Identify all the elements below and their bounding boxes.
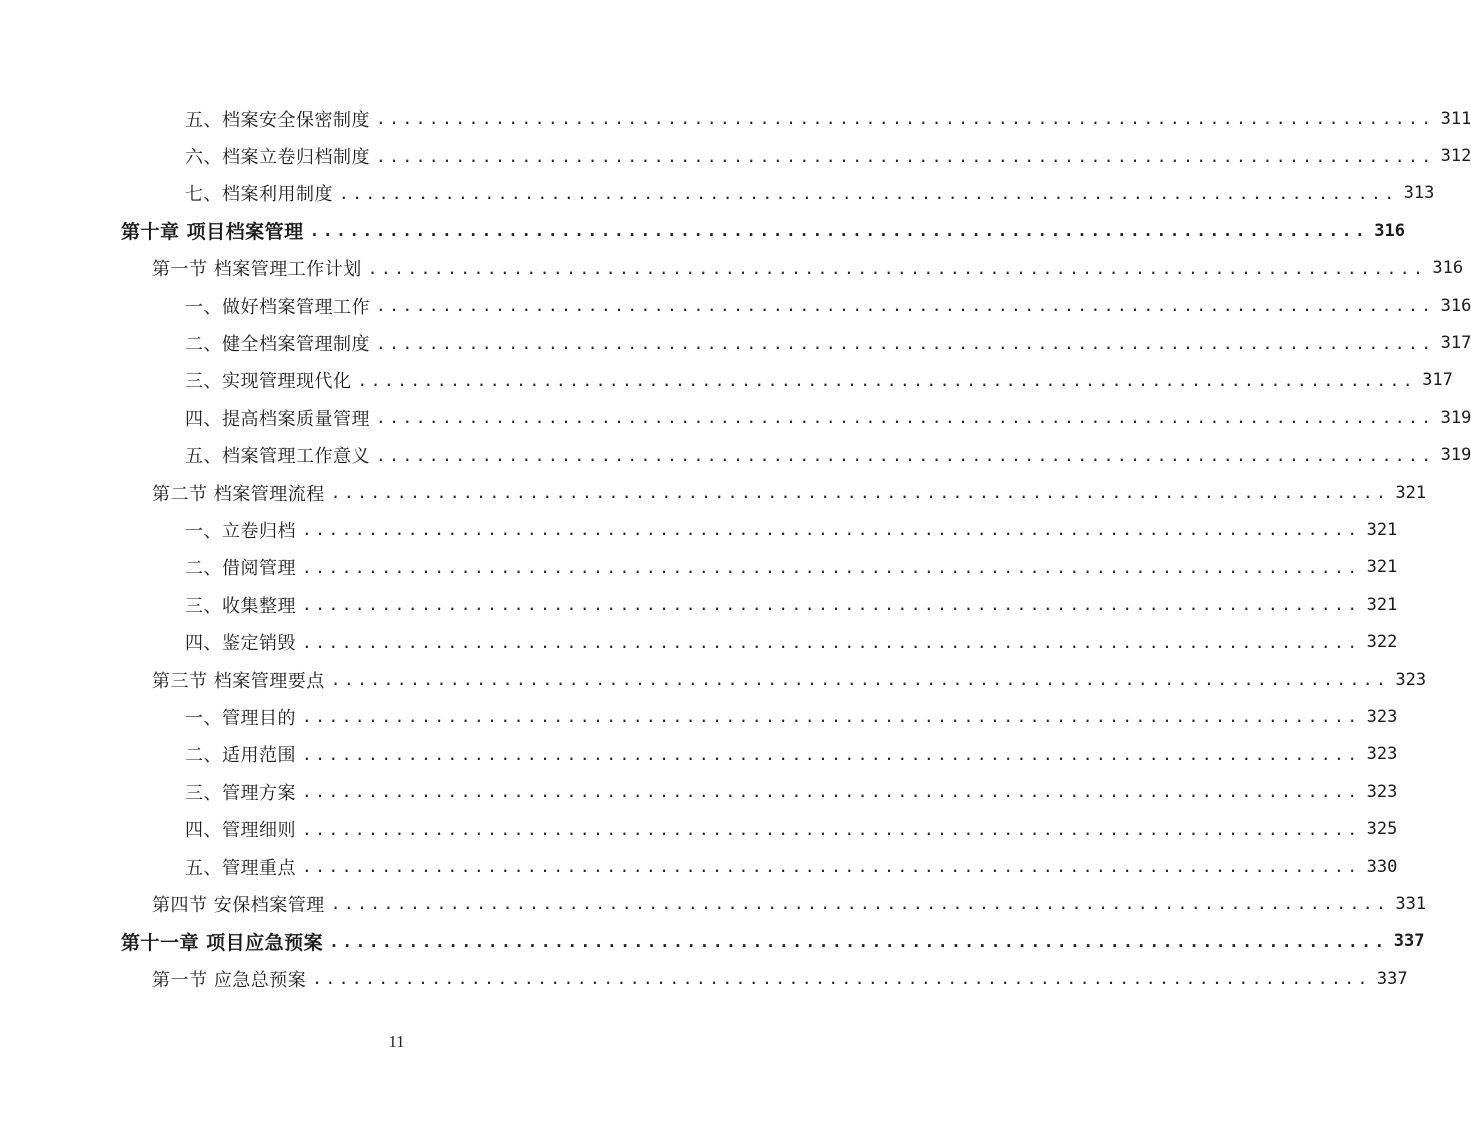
- toc-entry-title: 七、档案利用制度: [185, 184, 333, 206]
- toc-entry-title: 三、实现管理现代化: [185, 371, 352, 393]
- toc-item-entry[interactable]: [0, 810, 1398, 847]
- toc-item-entry[interactable]: [0, 287, 1471, 324]
- toc-entry-page-number: 316: [1440, 295, 1471, 316]
- toc-item-entry[interactable]: [0, 549, 1398, 586]
- dot-leader: ................................................................................: [330, 894, 1390, 914]
- dot-leader: ................................................................................: [302, 782, 1361, 802]
- toc-item-entry[interactable]: [0, 137, 1471, 174]
- toc-section-entry[interactable]: [0, 885, 1427, 922]
- dot-leader: ................................................................................: [309, 221, 1369, 241]
- toc-entry-title: 第一节 应急总预案: [152, 969, 307, 991]
- toc-item-entry[interactable]: [0, 175, 1435, 212]
- toc-entry-title: 一、立卷归档: [185, 520, 296, 542]
- toc-entry-title: 第十一章 项目应急预案: [121, 931, 324, 954]
- dot-leader: ................................................................................: [330, 670, 1390, 690]
- dot-leader: ................................................................................: [376, 146, 1435, 166]
- dot-leader: ................................................................................: [302, 857, 1361, 876]
- toc-entry-page-number: 323: [1366, 781, 1398, 802]
- toc-entry-title: 五、管理重点: [185, 857, 296, 879]
- dot-leader: ................................................................................: [367, 258, 1427, 278]
- page-number: 11: [388, 1032, 405, 1051]
- toc-entry-title: 六、档案立卷归档制度: [185, 147, 370, 169]
- dot-leader: ................................................................................: [376, 333, 1435, 353]
- toc-entry-page-number: 323: [1366, 706, 1398, 727]
- dot-leader: ................................................................................: [302, 819, 1361, 839]
- toc-chapter-entry[interactable]: [0, 923, 1425, 960]
- toc-entry-title: 四、鉴定销毁: [185, 633, 296, 655]
- dot-leader: ................................................................................: [302, 557, 1361, 577]
- dot-leader: ................................................................................: [312, 969, 1371, 989]
- toc-entry-title: 第四节 安保档案管理: [152, 894, 325, 916]
- toc-item-entry[interactable]: [0, 100, 1471, 137]
- toc-item-entry[interactable]: [0, 848, 1398, 885]
- toc-item-entry[interactable]: [0, 362, 1453, 399]
- dot-leader: ................................................................................: [302, 707, 1361, 727]
- toc-entry-title: 五、档案管理工作意义: [185, 446, 370, 468]
- toc-entry-page-number: 321: [1366, 519, 1398, 540]
- toc-section-entry[interactable]: [0, 250, 1464, 287]
- dot-leader: ................................................................................: [302, 744, 1361, 764]
- toc-entry-title: 二、借阅管理: [185, 558, 296, 580]
- dot-leader: ................................................................................: [302, 632, 1361, 652]
- dot-leader: ................................................................................: [302, 595, 1361, 615]
- toc-item-entry[interactable]: [0, 437, 1471, 474]
- toc-entry-title: 三、收集整理: [185, 595, 296, 617]
- toc-entry-page-number: 323: [1395, 669, 1427, 690]
- toc-entry-title: 四、管理细则: [185, 820, 296, 842]
- dot-leader: ................................................................................: [330, 483, 1390, 503]
- toc-section-entry[interactable]: [0, 474, 1427, 511]
- toc-section-entry[interactable]: [0, 661, 1427, 698]
- toc-entry-title: 第三节 档案管理要点: [152, 670, 325, 692]
- toc-entry-page-number: 323: [1366, 744, 1398, 765]
- dot-leader: ................................................................................: [302, 520, 1361, 540]
- toc-entry-page-number: 319: [1440, 407, 1471, 428]
- dot-leader: ................................................................................: [376, 408, 1435, 428]
- table-of-contents: [0, 100, 1471, 997]
- toc-chapter-entry[interactable]: [0, 212, 1405, 249]
- toc-entry-page-number: 331: [1395, 893, 1427, 914]
- toc-entry-title: 一、做好档案管理工作: [185, 296, 370, 318]
- toc-entry-title: 第一节 档案管理工作计划: [152, 259, 362, 281]
- toc-entry-page-number: 317: [1440, 333, 1471, 354]
- toc-entry-page-number: 321: [1366, 557, 1398, 578]
- toc-entry-title: 四、提高档案质量管理: [185, 408, 370, 430]
- toc-item-entry[interactable]: [0, 773, 1398, 810]
- dot-leader: ................................................................................: [339, 183, 1398, 203]
- toc-entry-title: 二、适用范围: [185, 745, 296, 767]
- toc-item-entry[interactable]: [0, 623, 1398, 660]
- toc-item-entry[interactable]: [0, 324, 1471, 361]
- toc-entry-title: 三、管理方案: [185, 782, 296, 804]
- dot-leader: ................................................................................: [376, 296, 1435, 316]
- toc-entry-page-number: 312: [1440, 146, 1471, 167]
- toc-entry-title: 第十章 项目档案管理: [121, 221, 304, 244]
- toc-entry-page-number: 322: [1366, 632, 1398, 653]
- toc-entry-page-number: 316: [1374, 220, 1405, 241]
- toc-entry-page-number: 337: [1376, 968, 1408, 989]
- toc-entry-page-number: 319: [1440, 445, 1471, 466]
- toc-entry-page-number: 316: [1432, 258, 1464, 279]
- dot-leader: ................................................................................: [376, 445, 1435, 465]
- toc-item-entry[interactable]: [0, 511, 1398, 548]
- toc-item-entry[interactable]: [0, 586, 1398, 623]
- toc-entry-page-number: 330: [1366, 856, 1398, 877]
- toc-entry-title: 五、档案安全保密制度: [185, 109, 370, 131]
- toc-entry-title: 第二节 档案管理流程: [152, 483, 325, 505]
- toc-entry-title: 一、管理目的: [185, 707, 296, 729]
- toc-entry-page-number: 313: [1403, 183, 1435, 204]
- dot-leader: ................................................................................: [376, 109, 1435, 129]
- toc-entry-page-number: 321: [1395, 482, 1427, 503]
- dot-leader: ................................................................................: [357, 370, 1417, 390]
- toc-entry-title: 二、健全档案管理制度: [185, 334, 370, 356]
- toc-section-entry[interactable]: [0, 960, 1408, 997]
- toc-entry-page-number: 317: [1422, 370, 1453, 391]
- toc-entry-page-number: 325: [1366, 819, 1398, 840]
- toc-entry-page-number: 311: [1440, 108, 1471, 129]
- toc-item-entry[interactable]: [0, 736, 1398, 773]
- dot-leader: ................................................................................: [329, 931, 1388, 951]
- toc-item-entry[interactable]: [0, 399, 1471, 436]
- toc-item-entry[interactable]: [0, 698, 1398, 735]
- toc-entry-page-number: 337: [1393, 931, 1425, 952]
- toc-entry-page-number: 321: [1366, 594, 1398, 615]
